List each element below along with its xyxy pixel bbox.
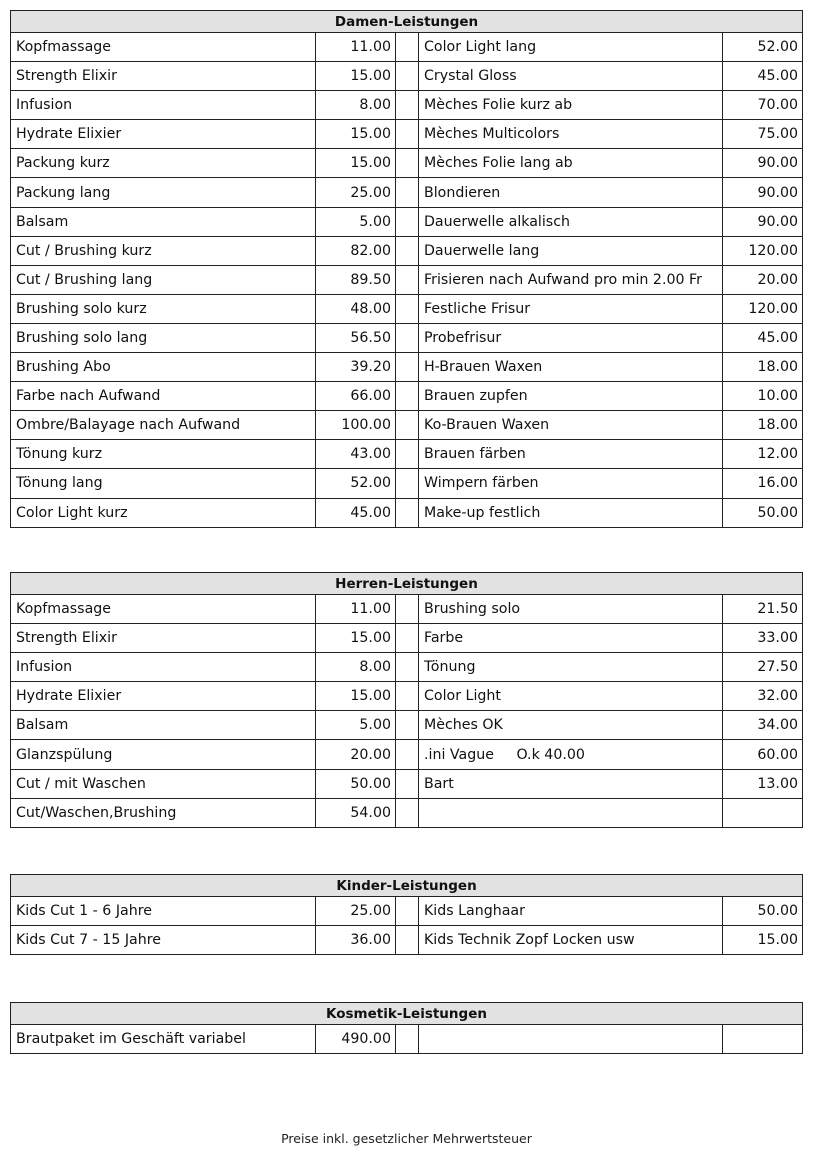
column-divider <box>396 1025 419 1054</box>
table-row <box>11 382 803 411</box>
service-name: Dauerwelle alkalisch <box>419 207 723 236</box>
table-row <box>11 897 803 926</box>
service-name: Balsam <box>11 207 316 236</box>
table-row <box>11 353 803 382</box>
service-price: 34.00 <box>723 711 803 740</box>
service-price: 70.00 <box>723 91 803 120</box>
service-name: Mèches Folie lang ab <box>419 149 723 178</box>
service-name: Dauerwelle lang <box>419 236 723 265</box>
service-name: Kopfmassage <box>11 595 316 624</box>
service-price: 15.00 <box>723 926 803 955</box>
service-name: Ombre/Balayage nach Aufwand <box>11 411 316 440</box>
section-title: Damen-Leistungen <box>11 11 803 33</box>
service-price: 52.00 <box>316 469 396 498</box>
service-price: 89.50 <box>316 265 396 294</box>
table-row <box>11 120 803 149</box>
service-price: 25.00 <box>316 178 396 207</box>
table-row <box>11 1025 803 1054</box>
service-name: Color Light kurz <box>11 498 316 527</box>
column-divider <box>396 711 419 740</box>
table-row <box>11 91 803 120</box>
service-name: Hydrate Elixier <box>11 682 316 711</box>
column-divider <box>396 33 419 62</box>
service-price: 52.00 <box>723 33 803 62</box>
service-price: 82.00 <box>316 236 396 265</box>
service-price: 120.00 <box>723 294 803 323</box>
column-divider <box>396 353 419 382</box>
service-price: 11.00 <box>316 595 396 624</box>
service-name: .ini Vague O.k 40.00 <box>419 740 723 769</box>
service-name: Kids Cut 1 - 6 Jahre <box>11 897 316 926</box>
service-price: 43.00 <box>316 440 396 469</box>
herren-price-table <box>10 572 803 828</box>
service-price: 56.50 <box>316 323 396 352</box>
table-row <box>11 265 803 294</box>
column-divider <box>396 595 419 624</box>
service-name: Farbe <box>419 624 723 653</box>
column-divider <box>396 149 419 178</box>
service-price: 90.00 <box>723 207 803 236</box>
column-divider <box>396 624 419 653</box>
service-name: Brauen zupfen <box>419 382 723 411</box>
service-price: 33.00 <box>723 624 803 653</box>
column-divider <box>396 120 419 149</box>
service-name <box>419 1025 723 1054</box>
service-name: Tönung <box>419 653 723 682</box>
service-name: Kopfmassage <box>11 33 316 62</box>
table-row <box>11 440 803 469</box>
service-name: Infusion <box>11 653 316 682</box>
table-row <box>11 236 803 265</box>
kinder-price-table <box>10 874 803 955</box>
damen-section <box>10 10 802 528</box>
service-price: 45.00 <box>723 62 803 91</box>
service-price: 54.00 <box>316 798 396 827</box>
service-name: Mèches Multicolors <box>419 120 723 149</box>
kinder-section <box>10 874 802 955</box>
table-row <box>11 711 803 740</box>
service-name: Kids Technik Zopf Locken usw <box>419 926 723 955</box>
table-row <box>11 207 803 236</box>
column-divider <box>396 653 419 682</box>
service-price: 20.00 <box>723 265 803 294</box>
service-price: 27.50 <box>723 653 803 682</box>
service-price: 8.00 <box>316 91 396 120</box>
service-price: 490.00 <box>316 1025 396 1054</box>
table-row <box>11 653 803 682</box>
service-name: Probefrisur <box>419 323 723 352</box>
service-name: Brushing solo kurz <box>11 294 316 323</box>
column-divider <box>396 926 419 955</box>
table-row <box>11 469 803 498</box>
service-price <box>723 798 803 827</box>
table-row <box>11 33 803 62</box>
service-name: Glanzspülung <box>11 740 316 769</box>
service-name: Crystal Gloss <box>419 62 723 91</box>
column-divider <box>396 265 419 294</box>
service-price: 15.00 <box>316 682 396 711</box>
service-price: 20.00 <box>316 740 396 769</box>
damen-price-table <box>10 10 803 528</box>
service-name <box>419 798 723 827</box>
service-price: 32.00 <box>723 682 803 711</box>
herren-section <box>10 572 802 828</box>
service-name: Make-up festlich <box>419 498 723 527</box>
column-divider <box>396 236 419 265</box>
service-price: 15.00 <box>316 120 396 149</box>
table-row <box>11 682 803 711</box>
service-name: Mèches OK <box>419 711 723 740</box>
column-divider <box>396 411 419 440</box>
service-name: Brushing solo <box>419 595 723 624</box>
service-name: Cut/Waschen,Brushing <box>11 798 316 827</box>
service-price: 45.00 <box>316 498 396 527</box>
service-name: Wimpern färben <box>419 469 723 498</box>
service-name: Color Light <box>419 682 723 711</box>
column-divider <box>396 207 419 236</box>
table-row <box>11 411 803 440</box>
column-divider <box>396 740 419 769</box>
table-row <box>11 323 803 352</box>
service-name: Cut / Brushing kurz <box>11 236 316 265</box>
service-name: Mèches Folie kurz ab <box>419 91 723 120</box>
service-name: Strength Elixir <box>11 62 316 91</box>
table-row <box>11 294 803 323</box>
service-price: 11.00 <box>316 33 396 62</box>
service-price: 12.00 <box>723 440 803 469</box>
column-divider <box>396 469 419 498</box>
service-name: Cut / Brushing lang <box>11 265 316 294</box>
service-price: 50.00 <box>723 498 803 527</box>
service-price: 50.00 <box>723 897 803 926</box>
table-row <box>11 769 803 798</box>
service-price: 21.50 <box>723 595 803 624</box>
table-row <box>11 62 803 91</box>
service-price: 15.00 <box>316 62 396 91</box>
table-row <box>11 149 803 178</box>
service-price: 15.00 <box>316 624 396 653</box>
section-title: Kosmetik-Leistungen <box>11 1003 803 1025</box>
service-name: Packung lang <box>11 178 316 207</box>
service-name: Bart <box>419 769 723 798</box>
service-name: Color Light lang <box>419 33 723 62</box>
table-row <box>11 498 803 527</box>
service-name: Hydrate Elixier <box>11 120 316 149</box>
service-price: 18.00 <box>723 411 803 440</box>
service-price: 90.00 <box>723 178 803 207</box>
column-divider <box>396 91 419 120</box>
table-row <box>11 595 803 624</box>
service-name: Frisieren nach Aufwand pro min 2.00 Fr <box>419 265 723 294</box>
column-divider <box>396 440 419 469</box>
column-divider <box>396 769 419 798</box>
column-divider <box>396 798 419 827</box>
service-name: Farbe nach Aufwand <box>11 382 316 411</box>
service-price: 75.00 <box>723 120 803 149</box>
service-price: 120.00 <box>723 236 803 265</box>
service-name: Kids Langhaar <box>419 897 723 926</box>
table-row <box>11 178 803 207</box>
service-price: 66.00 <box>316 382 396 411</box>
column-divider <box>396 897 419 926</box>
column-divider <box>396 62 419 91</box>
footer-note: Preise inkl. gesetzlicher Mehrwertsteuer <box>281 1131 532 1146</box>
service-price: 90.00 <box>723 149 803 178</box>
table-row <box>11 624 803 653</box>
service-name: Infusion <box>11 91 316 120</box>
service-price <box>723 1025 803 1054</box>
service-price: 15.00 <box>316 149 396 178</box>
service-name: Balsam <box>11 711 316 740</box>
column-divider <box>396 498 419 527</box>
table-row <box>11 798 803 827</box>
service-price: 16.00 <box>723 469 803 498</box>
service-price: 48.00 <box>316 294 396 323</box>
column-divider <box>396 682 419 711</box>
service-name: Brautpaket im Geschäft variabel <box>11 1025 316 1054</box>
service-name: Brushing Abo <box>11 353 316 382</box>
column-divider <box>396 382 419 411</box>
service-price: 5.00 <box>316 711 396 740</box>
kosmetik-section <box>10 1002 802 1054</box>
column-divider <box>396 178 419 207</box>
table-row <box>11 926 803 955</box>
kosmetik-price-table <box>10 1002 803 1054</box>
service-price: 10.00 <box>723 382 803 411</box>
service-price: 39.20 <box>316 353 396 382</box>
service-name: Ko-Brauen Waxen <box>419 411 723 440</box>
service-name: Tönung lang <box>11 469 316 498</box>
service-name: Brauen färben <box>419 440 723 469</box>
service-price: 25.00 <box>316 897 396 926</box>
service-name: Packung kurz <box>11 149 316 178</box>
service-price: 13.00 <box>723 769 803 798</box>
service-price: 45.00 <box>723 323 803 352</box>
section-title: Kinder-Leistungen <box>11 875 803 897</box>
service-price: 100.00 <box>316 411 396 440</box>
service-price: 36.00 <box>316 926 396 955</box>
service-price: 60.00 <box>723 740 803 769</box>
service-name: Cut / mit Waschen <box>11 769 316 798</box>
service-name: Strength Elixir <box>11 624 316 653</box>
section-title: Herren-Leistungen <box>11 573 803 595</box>
service-price: 18.00 <box>723 353 803 382</box>
service-name: Festliche Frisur <box>419 294 723 323</box>
service-price: 8.00 <box>316 653 396 682</box>
service-price: 5.00 <box>316 207 396 236</box>
column-divider <box>396 323 419 352</box>
service-name: Brushing solo lang <box>11 323 316 352</box>
column-divider <box>396 294 419 323</box>
service-name: H-Brauen Waxen <box>419 353 723 382</box>
service-name: Blondieren <box>419 178 723 207</box>
service-name: Kids Cut 7 - 15 Jahre <box>11 926 316 955</box>
table-row <box>11 740 803 769</box>
service-name: Tönung kurz <box>11 440 316 469</box>
service-price: 50.00 <box>316 769 396 798</box>
